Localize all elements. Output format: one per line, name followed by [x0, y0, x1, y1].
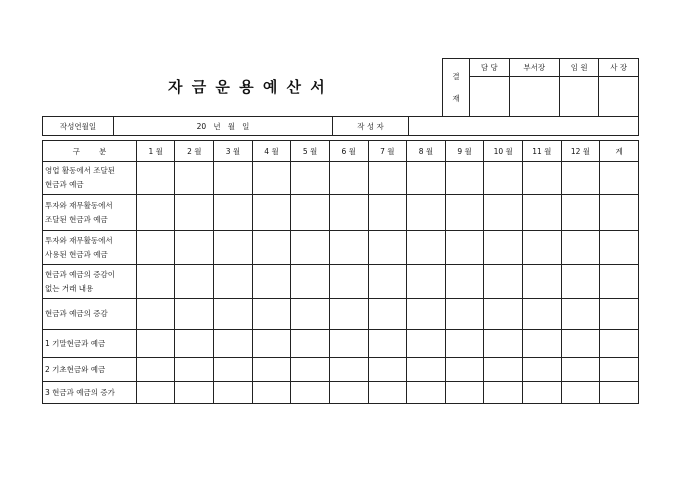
table-cell[interactable] — [484, 330, 523, 358]
table-cell[interactable] — [445, 330, 484, 358]
table-cell[interactable] — [522, 265, 561, 299]
table-cell[interactable] — [407, 231, 446, 265]
table-cell[interactable] — [600, 231, 639, 265]
table-cell[interactable] — [522, 231, 561, 265]
table-header-row — [43, 141, 639, 162]
row-label-line2: 없는 거래 내용 — [45, 283, 94, 293]
approval-header-manager: 부서장 — [509, 59, 559, 77]
table-cell[interactable] — [175, 299, 214, 330]
row-label — [43, 382, 137, 404]
row-label-line2: 사용된 현금과 예금 — [45, 249, 108, 259]
approval-header-staff: 담 당 — [470, 59, 510, 77]
table-cell[interactable] — [561, 330, 600, 358]
row-label — [43, 330, 137, 358]
table-cell[interactable] — [561, 195, 600, 231]
table-cell[interactable] — [291, 299, 330, 330]
table-cell[interactable] — [484, 382, 523, 404]
row-label-line2: 현금과 예금 — [45, 180, 84, 189]
approval-header-president: 사 장 — [599, 59, 639, 77]
table-row — [43, 265, 639, 299]
approval-side-label-2: 재 — [452, 93, 460, 103]
table-cell[interactable] — [407, 195, 446, 231]
table-cell[interactable] — [368, 330, 407, 358]
table-cell[interactable] — [214, 299, 253, 330]
table-cell[interactable] — [291, 382, 330, 404]
table-row — [43, 299, 639, 330]
table-cell[interactable] — [136, 358, 175, 382]
row-label — [43, 358, 137, 382]
table-cell[interactable] — [214, 358, 253, 382]
table-cell[interactable] — [600, 265, 639, 299]
table-cell[interactable] — [522, 330, 561, 358]
row-label-line1: 2 기초현금와 예금 — [45, 364, 106, 374]
table-cell[interactable] — [445, 382, 484, 404]
row-label — [43, 162, 137, 195]
table-cell[interactable] — [136, 265, 175, 299]
header-total: 계 — [600, 141, 639, 162]
table-cell[interactable] — [329, 265, 368, 299]
table-cell[interactable] — [329, 299, 368, 330]
table-cell[interactable] — [329, 231, 368, 265]
document-title: 자 금 운 용 예 산 서 — [168, 78, 327, 96]
header-month: 1 월 — [136, 141, 175, 162]
table-cell[interactable] — [600, 382, 639, 404]
header-month: 11 월 — [522, 141, 561, 162]
table-cell[interactable] — [600, 299, 639, 330]
table-row — [43, 330, 639, 358]
table-cell[interactable] — [522, 358, 561, 382]
table-cell[interactable] — [368, 231, 407, 265]
table-cell[interactable] — [291, 231, 330, 265]
row-label — [43, 195, 137, 231]
row-label-line2: 조달된 현금과 예금 — [45, 214, 108, 224]
approval-sign-executive[interactable] — [559, 77, 599, 117]
row-label — [43, 299, 137, 330]
table-cell[interactable] — [407, 265, 446, 299]
table-cell[interactable] — [214, 195, 253, 231]
table-cell[interactable] — [252, 265, 291, 299]
table-cell[interactable] — [291, 265, 330, 299]
table-cell[interactable] — [291, 162, 330, 195]
info-row — [42, 116, 639, 136]
table-cell[interactable] — [368, 299, 407, 330]
table-cell[interactable] — [252, 299, 291, 330]
table-cell[interactable] — [175, 195, 214, 231]
table-cell[interactable] — [252, 162, 291, 195]
table-cell[interactable] — [136, 330, 175, 358]
table-cell[interactable] — [136, 231, 175, 265]
table-cell[interactable] — [484, 162, 523, 195]
approval-sign-manager[interactable] — [509, 77, 559, 117]
table-cell[interactable] — [484, 195, 523, 231]
approval-header-executive: 임 원 — [559, 59, 599, 77]
table-cell[interactable] — [368, 162, 407, 195]
table-cell[interactable] — [252, 195, 291, 231]
table-row — [43, 162, 639, 195]
table-cell[interactable] — [522, 195, 561, 231]
table-cell[interactable] — [252, 330, 291, 358]
table-cell[interactable] — [561, 231, 600, 265]
table-row — [43, 358, 639, 382]
approval-side-label — [443, 59, 470, 117]
table-cell[interactable] — [561, 265, 600, 299]
header-month: 7 월 — [368, 141, 407, 162]
table-cell[interactable] — [368, 358, 407, 382]
writer-value[interactable] — [409, 117, 639, 136]
table-cell[interactable] — [407, 382, 446, 404]
table-cell[interactable] — [561, 358, 600, 382]
header-category: 구 분 — [43, 141, 137, 162]
table-cell[interactable] — [252, 382, 291, 404]
row-label-line1: 1 기말현금과 예금 — [45, 338, 106, 348]
table-cell[interactable] — [407, 330, 446, 358]
budget-table — [42, 140, 639, 404]
table-cell[interactable] — [484, 231, 523, 265]
table-cell[interactable] — [522, 382, 561, 404]
table-cell[interactable] — [175, 358, 214, 382]
table-cell[interactable] — [600, 195, 639, 231]
row-label-line1: 3 현금과 예금의 증가 — [45, 387, 115, 397]
table-row — [43, 382, 639, 404]
table-cell[interactable] — [214, 162, 253, 195]
table-cell[interactable] — [252, 231, 291, 265]
table-body — [43, 162, 639, 404]
table-cell[interactable] — [175, 231, 214, 265]
table-cell[interactable] — [445, 265, 484, 299]
table-cell[interactable] — [329, 162, 368, 195]
table-cell[interactable] — [329, 330, 368, 358]
table-cell[interactable] — [214, 330, 253, 358]
header-month: 6 월 — [329, 141, 368, 162]
table-cell[interactable] — [136, 195, 175, 231]
table-cell[interactable] — [561, 299, 600, 330]
table-cell[interactable] — [368, 265, 407, 299]
table-cell[interactable] — [291, 358, 330, 382]
table-row — [43, 195, 639, 231]
approval-box — [442, 58, 639, 117]
table-cell[interactable] — [600, 162, 639, 195]
table-cell[interactable] — [175, 382, 214, 404]
header-month: 2 월 — [175, 141, 214, 162]
table-cell[interactable] — [291, 330, 330, 358]
table-row — [43, 231, 639, 265]
row-label-line1: 투자와 재무활동에서 — [45, 235, 113, 245]
table-cell[interactable] — [136, 382, 175, 404]
header-month: 3 월 — [214, 141, 253, 162]
table-cell[interactable] — [175, 265, 214, 299]
table-cell[interactable] — [252, 358, 291, 382]
table-cell[interactable] — [484, 299, 523, 330]
table-cell[interactable] — [600, 358, 639, 382]
table-cell[interactable] — [445, 195, 484, 231]
table-cell[interactable] — [407, 162, 446, 195]
table-cell[interactable] — [214, 231, 253, 265]
date-value[interactable]: 20 년 월 일 — [114, 117, 333, 136]
table-cell[interactable] — [407, 358, 446, 382]
table-cell[interactable] — [561, 162, 600, 195]
table-cell[interactable] — [329, 195, 368, 231]
table-cell[interactable] — [522, 299, 561, 330]
row-label — [43, 231, 137, 265]
table-cell[interactable] — [407, 299, 446, 330]
table-cell[interactable] — [445, 358, 484, 382]
table-cell[interactable] — [291, 195, 330, 231]
approval-sign-president[interactable] — [599, 77, 639, 117]
table-cell[interactable] — [600, 330, 639, 358]
table-cell[interactable] — [329, 358, 368, 382]
table-cell[interactable] — [522, 162, 561, 195]
table-cell[interactable] — [445, 299, 484, 330]
header-month: 5 월 — [291, 141, 330, 162]
table-cell[interactable] — [329, 382, 368, 404]
table-cell[interactable] — [214, 265, 253, 299]
table-cell[interactable] — [214, 382, 253, 404]
table-cell[interactable] — [175, 330, 214, 358]
writer-label: 작 성 자 — [333, 117, 409, 136]
table-cell[interactable] — [445, 231, 484, 265]
date-label: 작성연월일 — [43, 117, 114, 136]
row-label-line1: 투자와 재무활동에서 — [45, 200, 113, 210]
approval-side-label-1: 결 — [452, 71, 460, 81]
table-cell[interactable] — [136, 162, 175, 195]
header-month: 12 월 — [561, 141, 600, 162]
table-cell[interactable] — [368, 382, 407, 404]
row-label — [43, 265, 137, 299]
row-label-line1: 영업 활동에서 조달된 — [45, 166, 115, 175]
header-month: 8 월 — [407, 141, 446, 162]
row-label-line1: 현금과 예금의 증감 — [45, 309, 108, 318]
header-month: 4 월 — [252, 141, 291, 162]
table-cell[interactable] — [484, 358, 523, 382]
table-cell[interactable] — [175, 162, 214, 195]
header-month: 10 월 — [484, 141, 523, 162]
approval-sign-staff[interactable] — [470, 77, 510, 117]
table-cell[interactable] — [368, 195, 407, 231]
row-label-line1: 현금과 예금의 증감이 — [45, 269, 115, 279]
table-cell[interactable] — [445, 162, 484, 195]
header-month: 9 월 — [445, 141, 484, 162]
table-cell[interactable] — [136, 299, 175, 330]
table-cell[interactable] — [561, 382, 600, 404]
table-cell[interactable] — [484, 265, 523, 299]
